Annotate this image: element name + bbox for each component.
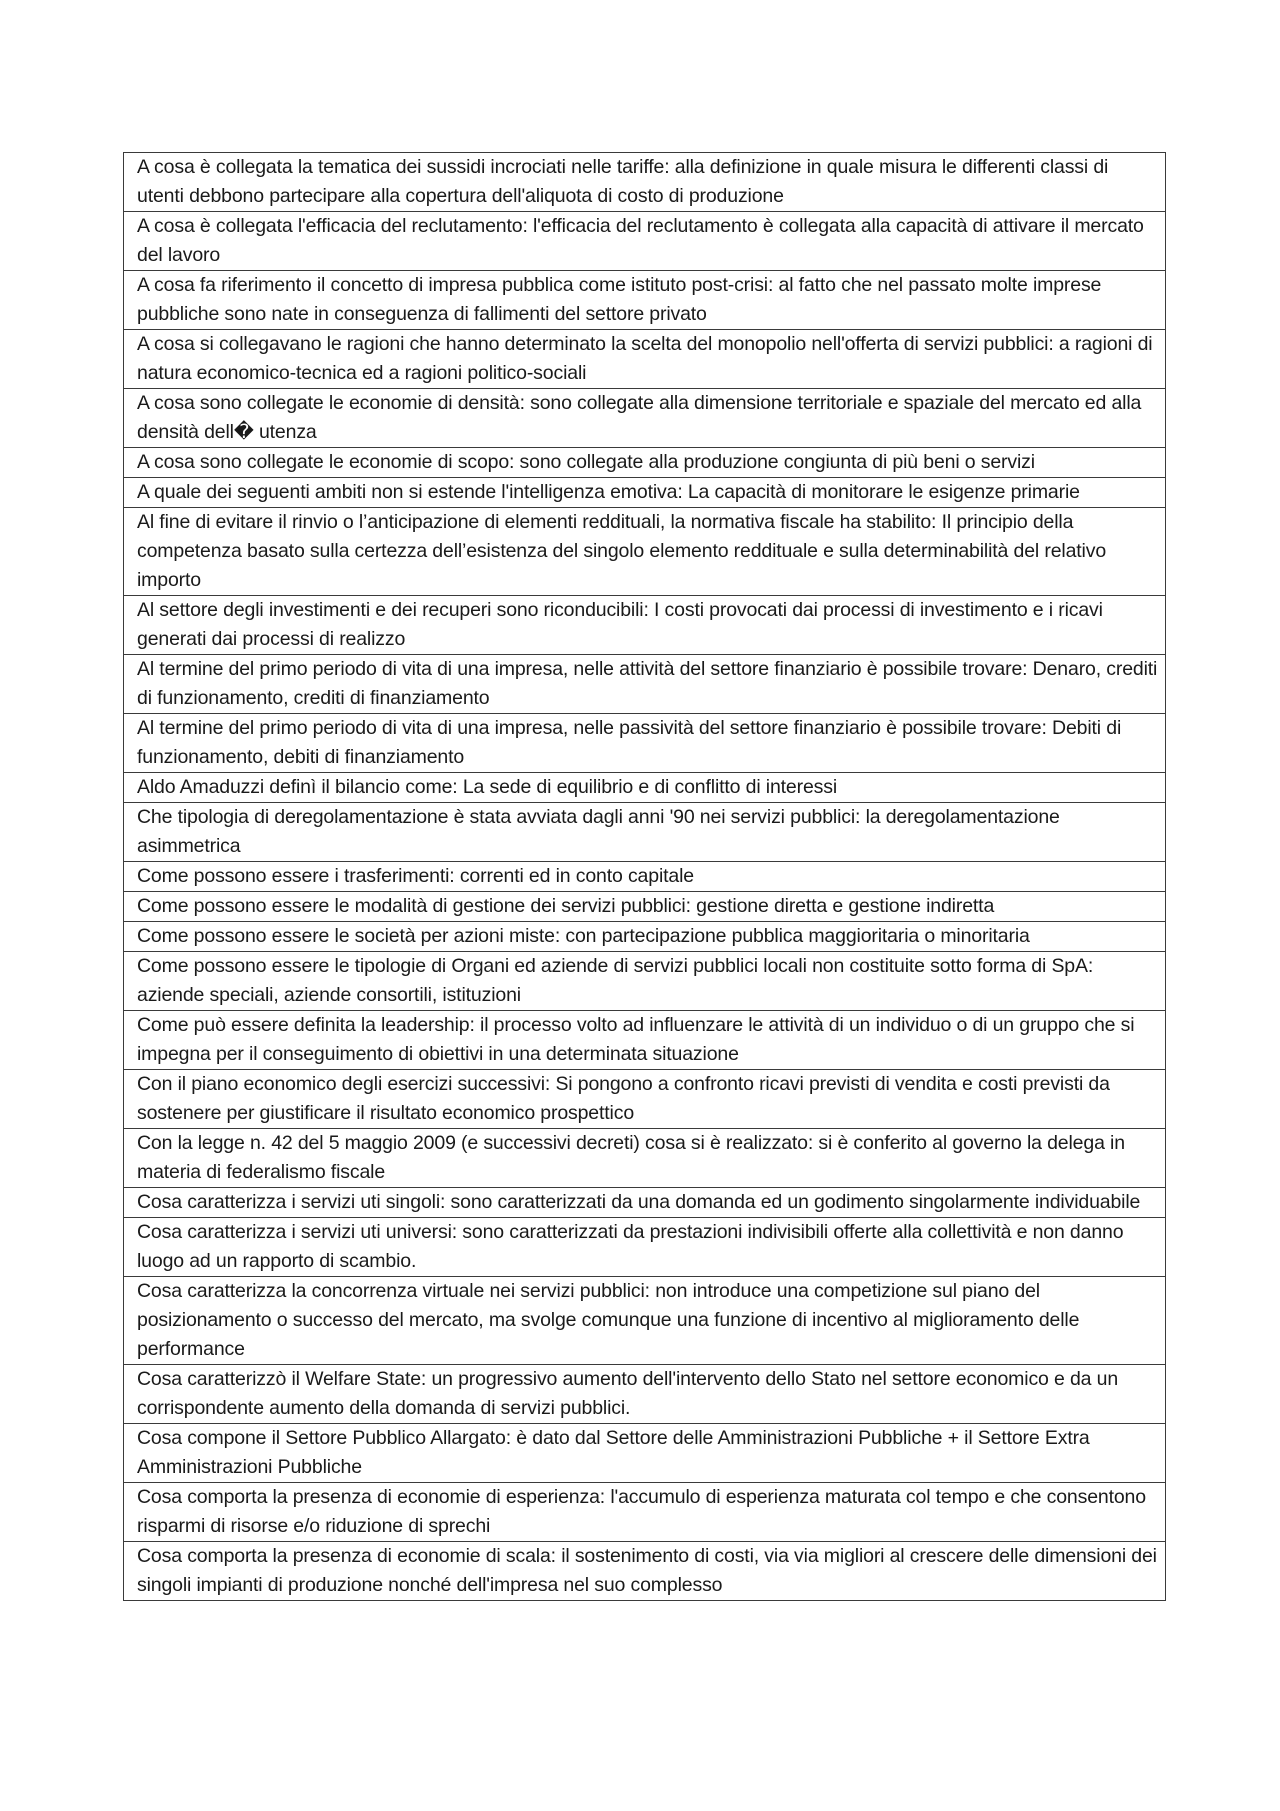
table-cell: Cosa caratterizzò il Welfare State: un progressivo aumento dell'intervento dello Stato nel settore economico e da un corrispondente aumento della domanda di servizi pubblici. [124, 1365, 1166, 1424]
table-row [124, 1365, 1166, 1424]
table-row [124, 1188, 1166, 1218]
table-row [124, 892, 1166, 922]
table-row [124, 1277, 1166, 1365]
table-cell: A cosa è collegata l'efficacia del reclutamento: l'efficacia del reclutamento è collegata alla capacità di attivare il mercato del lavoro [124, 212, 1166, 271]
table-row [124, 952, 1166, 1011]
table-cell: Cosa caratterizza i servizi uti singoli: sono caratterizzati da una domanda ed un godimento singolarmente individuabile [124, 1188, 1166, 1218]
table-cell: A cosa sono collegate le economie di densità: sono collegate alla dimensione territoriale e spaziale del mercato ed alla densità dell� utenza [124, 389, 1166, 448]
table-cell: Come possono essere le società per azioni miste: con partecipazione pubblica maggioritaria o minoritaria [124, 922, 1166, 952]
table-cell: Aldo Amaduzzi definì il bilancio come: La sede di equilibrio e di conflitto di interessi [124, 773, 1166, 803]
table-cell: A cosa si collegavano le ragioni che hanno determinato la scelta del monopolio nell'offerta di servizi pubblici: a ragioni di natura economico-tecnica ed a ragioni politico-sociali [124, 330, 1166, 389]
table-cell: Al termine del primo periodo di vita di una impresa, nelle passività del settore finanziario è possibile trovare: Debiti di funzionamento, debiti di finanziamento [124, 714, 1166, 773]
table-cell: A cosa è collegata la tematica dei sussidi incrociati nelle tariffe: alla definizione in quale misura le differenti classi di utenti debbono partecipare alla copertura dell'aliquota di costo di produzione [124, 153, 1166, 212]
qa-table [123, 152, 1166, 1601]
table-row [124, 389, 1166, 448]
table-cell: Cosa comporta la presenza di economie di scala: il sostenimento di costi, via via migliori al crescere delle dimensioni dei singoli impianti di produzione nonché dell'impresa nel suo complesso [124, 1542, 1166, 1601]
table-row [124, 1218, 1166, 1277]
table-cell: Al settore degli investimenti e dei recuperi sono riconducibili: I costi provocati dai processi di investimento e i ricavi generati dai processi di realizzo [124, 596, 1166, 655]
table-row [124, 714, 1166, 773]
table-row [124, 478, 1166, 508]
table-row [124, 1542, 1166, 1601]
document-page [123, 152, 1166, 1601]
table-row [124, 271, 1166, 330]
table-row [124, 1129, 1166, 1188]
table-row [124, 1070, 1166, 1129]
table-cell: Al fine di evitare il rinvio o l’anticipazione di elementi reddituali, la normativa fiscale ha stabilito: Il principio della competenza basato sulla certezza dell’esistenza del singolo elemento reddituale e sulla determinabilità del relativo importo [124, 508, 1166, 596]
table-cell: A quale dei seguenti ambiti non si estende l'intelligenza emotiva: La capacità di monitorare le esigenze primarie [124, 478, 1166, 508]
table-row [124, 596, 1166, 655]
table-row [124, 330, 1166, 389]
table-cell: Cosa caratterizza i servizi uti universi: sono caratterizzati da prestazioni indivisibili offerte alla collettività e non danno luogo ad un rapporto di scambio. [124, 1218, 1166, 1277]
table-cell: Con la legge n. 42 del 5 maggio 2009 (e successivi decreti) cosa si è realizzato: si è conferito al governo la delega in materia di federalismo fiscale [124, 1129, 1166, 1188]
table-cell: Come possono essere le tipologie di Organi ed aziende di servizi pubblici locali non costituite sotto forma di SpA: aziende speciali, aziende consortili, istituzioni [124, 952, 1166, 1011]
table-row [124, 153, 1166, 212]
table-cell: Cosa compone il Settore Pubblico Allargato: è dato dal Settore delle Amministrazioni Pubbliche + il Settore Extra Amministrazioni Pubbliche [124, 1424, 1166, 1483]
table-row [124, 448, 1166, 478]
table-cell: Come può essere definita la leadership: il processo volto ad influenzare le attività di un individuo o di un gruppo che si impegna per il conseguimento di obiettivi in una determinata situazione [124, 1011, 1166, 1070]
table-row [124, 803, 1166, 862]
table-row [124, 508, 1166, 596]
table-row [124, 1011, 1166, 1070]
table-cell: Come possono essere le modalità di gestione dei servizi pubblici: gestione diretta e gestione indiretta [124, 892, 1166, 922]
table-row [124, 655, 1166, 714]
table-row [124, 1424, 1166, 1483]
table-row [124, 862, 1166, 892]
table-row [124, 212, 1166, 271]
table-row [124, 922, 1166, 952]
table-cell: A cosa sono collegate le economie di scopo: sono collegate alla produzione congiunta di più beni o servizi [124, 448, 1166, 478]
table-row [124, 1483, 1166, 1542]
qa-table-body [124, 153, 1166, 1601]
table-cell: Che tipologia di deregolamentazione è stata avviata dagli anni '90 nei servizi pubblici: la deregolamentazione asimmetrica [124, 803, 1166, 862]
table-cell: A cosa fa riferimento il concetto di impresa pubblica come istituto post-crisi: al fatto che nel passato molte imprese pubbliche sono nate in conseguenza di fallimenti del settore privato [124, 271, 1166, 330]
table-row [124, 773, 1166, 803]
table-cell: Al termine del primo periodo di vita di una impresa, nelle attività del settore finanziario è possibile trovare: Denaro, crediti di funzionamento, crediti di finanziamento [124, 655, 1166, 714]
table-cell: Cosa comporta la presenza di economie di esperienza: l'accumulo di esperienza maturata col tempo e che consentono risparmi di risorse e/o riduzione di sprechi [124, 1483, 1166, 1542]
table-cell: Cosa caratterizza la concorrenza virtuale nei servizi pubblici: non introduce una competizione sul piano del posizionamento o successo del mercato, ma svolge comunque una funzione di incentivo al miglioramento delle performance [124, 1277, 1166, 1365]
table-cell: Come possono essere i trasferimenti: correnti ed in conto capitale [124, 862, 1166, 892]
table-cell: Con il piano economico degli esercizi successivi: Si pongono a confronto ricavi previsti di vendita e costi previsti da sostenere per giustificare il risultato economico prospettico [124, 1070, 1166, 1129]
